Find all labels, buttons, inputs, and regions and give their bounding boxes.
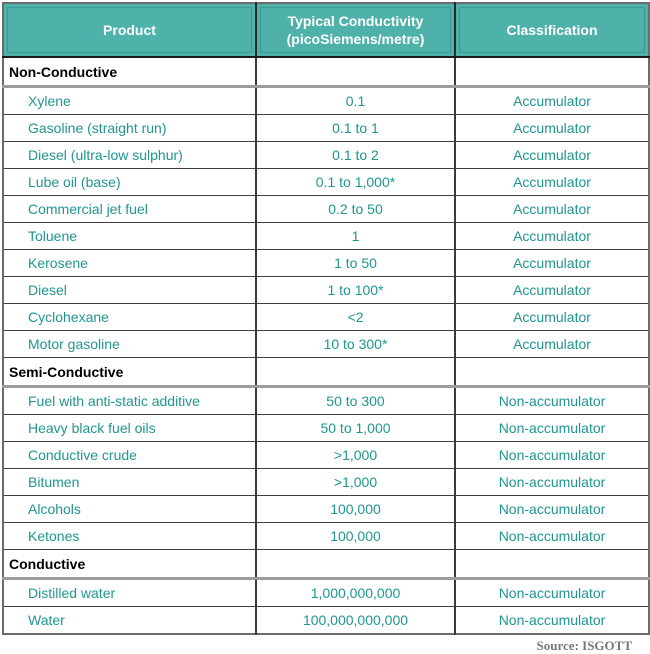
classification-value: Accumulator bbox=[455, 87, 649, 115]
product-name: Distilled water bbox=[3, 579, 256, 607]
table-row bbox=[3, 523, 649, 550]
conductivity-value: 1 bbox=[256, 223, 455, 250]
conductivity-value: 1,000,000,000 bbox=[256, 579, 455, 607]
column-header-classification: Classification bbox=[455, 3, 649, 57]
table-row bbox=[3, 496, 649, 523]
product-name: Heavy black fuel oils bbox=[3, 415, 256, 442]
product-name: Motor gasoline bbox=[3, 331, 256, 358]
table-row bbox=[3, 387, 649, 415]
table-row bbox=[3, 223, 649, 250]
conductivity-value: 0.1 to 2 bbox=[256, 142, 455, 169]
section-empty-cell bbox=[455, 550, 649, 579]
conductivity-value: 1 to 50 bbox=[256, 250, 455, 277]
section-empty-cell bbox=[256, 57, 455, 87]
product-name: Diesel bbox=[3, 277, 256, 304]
product-name: Water bbox=[3, 607, 256, 635]
section-empty-cell bbox=[256, 358, 455, 387]
classification-value: Non-accumulator bbox=[455, 469, 649, 496]
table-row bbox=[3, 87, 649, 115]
classification-value: Non-accumulator bbox=[455, 579, 649, 607]
classification-value: Accumulator bbox=[455, 142, 649, 169]
classification-value: Accumulator bbox=[455, 169, 649, 196]
classification-value: Accumulator bbox=[455, 115, 649, 142]
source-attribution: Source: ISGOTT bbox=[536, 638, 632, 653]
classification-value: Non-accumulator bbox=[455, 387, 649, 415]
table-row bbox=[3, 196, 649, 223]
section-title: Non-Conductive bbox=[3, 57, 256, 87]
product-name: Fuel with anti-static additive bbox=[3, 387, 256, 415]
product-name: Xylene bbox=[3, 87, 256, 115]
product-name: Conductive crude bbox=[3, 442, 256, 469]
table-row bbox=[3, 142, 649, 169]
classification-value: Non-accumulator bbox=[455, 415, 649, 442]
table-row bbox=[3, 277, 649, 304]
conductivity-value: 0.1 to 1 bbox=[256, 115, 455, 142]
conductivity-value: 100,000,000,000 bbox=[256, 607, 455, 635]
table-row bbox=[3, 331, 649, 358]
conductivity-value: 50 to 300 bbox=[256, 387, 455, 415]
column-header-product: Product bbox=[3, 3, 256, 57]
header-row bbox=[3, 3, 649, 57]
conductivity-value: 100,000 bbox=[256, 523, 455, 550]
classification-value: Accumulator bbox=[455, 196, 649, 223]
classification-value: Non-accumulator bbox=[455, 523, 649, 550]
product-name: Bitumen bbox=[3, 469, 256, 496]
section-row bbox=[3, 358, 649, 387]
conductivity-value: 0.1 bbox=[256, 87, 455, 115]
product-name: Cyclohexane bbox=[3, 304, 256, 331]
conductivity-value: 50 to 1,000 bbox=[256, 415, 455, 442]
conductivity-value: <2 bbox=[256, 304, 455, 331]
product-name: Ketones bbox=[3, 523, 256, 550]
conductivity-table bbox=[2, 2, 650, 635]
section-row bbox=[3, 57, 649, 87]
product-name: Commercial jet fuel bbox=[3, 196, 256, 223]
table-header bbox=[3, 3, 649, 57]
product-name: Diesel (ultra-low sulphur) bbox=[3, 142, 256, 169]
classification-value: Accumulator bbox=[455, 304, 649, 331]
table-row bbox=[3, 250, 649, 277]
section-empty-cell bbox=[455, 358, 649, 387]
classification-value: Accumulator bbox=[455, 250, 649, 277]
product-name: Gasoline (straight run) bbox=[3, 115, 256, 142]
conductivity-value: >1,000 bbox=[256, 469, 455, 496]
table-row bbox=[3, 169, 649, 196]
conductivity-value: 10 to 300* bbox=[256, 331, 455, 358]
column-header-conductivity: Typical Conductivity (picoSiemens/metre) bbox=[256, 3, 455, 57]
section-empty-cell bbox=[455, 57, 649, 87]
table-row bbox=[3, 442, 649, 469]
product-name: Toluene bbox=[3, 223, 256, 250]
section-empty-cell bbox=[256, 550, 455, 579]
section-row bbox=[3, 550, 649, 579]
conductivity-value: 1 to 100* bbox=[256, 277, 455, 304]
table-row bbox=[3, 115, 649, 142]
product-name: Kerosene bbox=[3, 250, 256, 277]
classification-value: Non-accumulator bbox=[455, 607, 649, 635]
classification-value: Accumulator bbox=[455, 223, 649, 250]
conductivity-value: >1,000 bbox=[256, 442, 455, 469]
classification-value: Non-accumulator bbox=[455, 496, 649, 523]
product-name: Alcohols bbox=[3, 496, 256, 523]
section-title: Semi-Conductive bbox=[3, 358, 256, 387]
conductivity-value: 0.1 to 1,000* bbox=[256, 169, 455, 196]
table-row bbox=[3, 469, 649, 496]
product-name: Lube oil (base) bbox=[3, 169, 256, 196]
table-row bbox=[3, 579, 649, 607]
table-row bbox=[3, 304, 649, 331]
section-title: Conductive bbox=[3, 550, 256, 579]
table-row bbox=[3, 607, 649, 635]
table-row bbox=[3, 415, 649, 442]
classification-value: Accumulator bbox=[455, 331, 649, 358]
conductivity-value: 0.2 to 50 bbox=[256, 196, 455, 223]
table-body bbox=[3, 57, 649, 634]
classification-value: Accumulator bbox=[455, 277, 649, 304]
classification-value: Non-accumulator bbox=[455, 442, 649, 469]
conductivity-value: 100,000 bbox=[256, 496, 455, 523]
